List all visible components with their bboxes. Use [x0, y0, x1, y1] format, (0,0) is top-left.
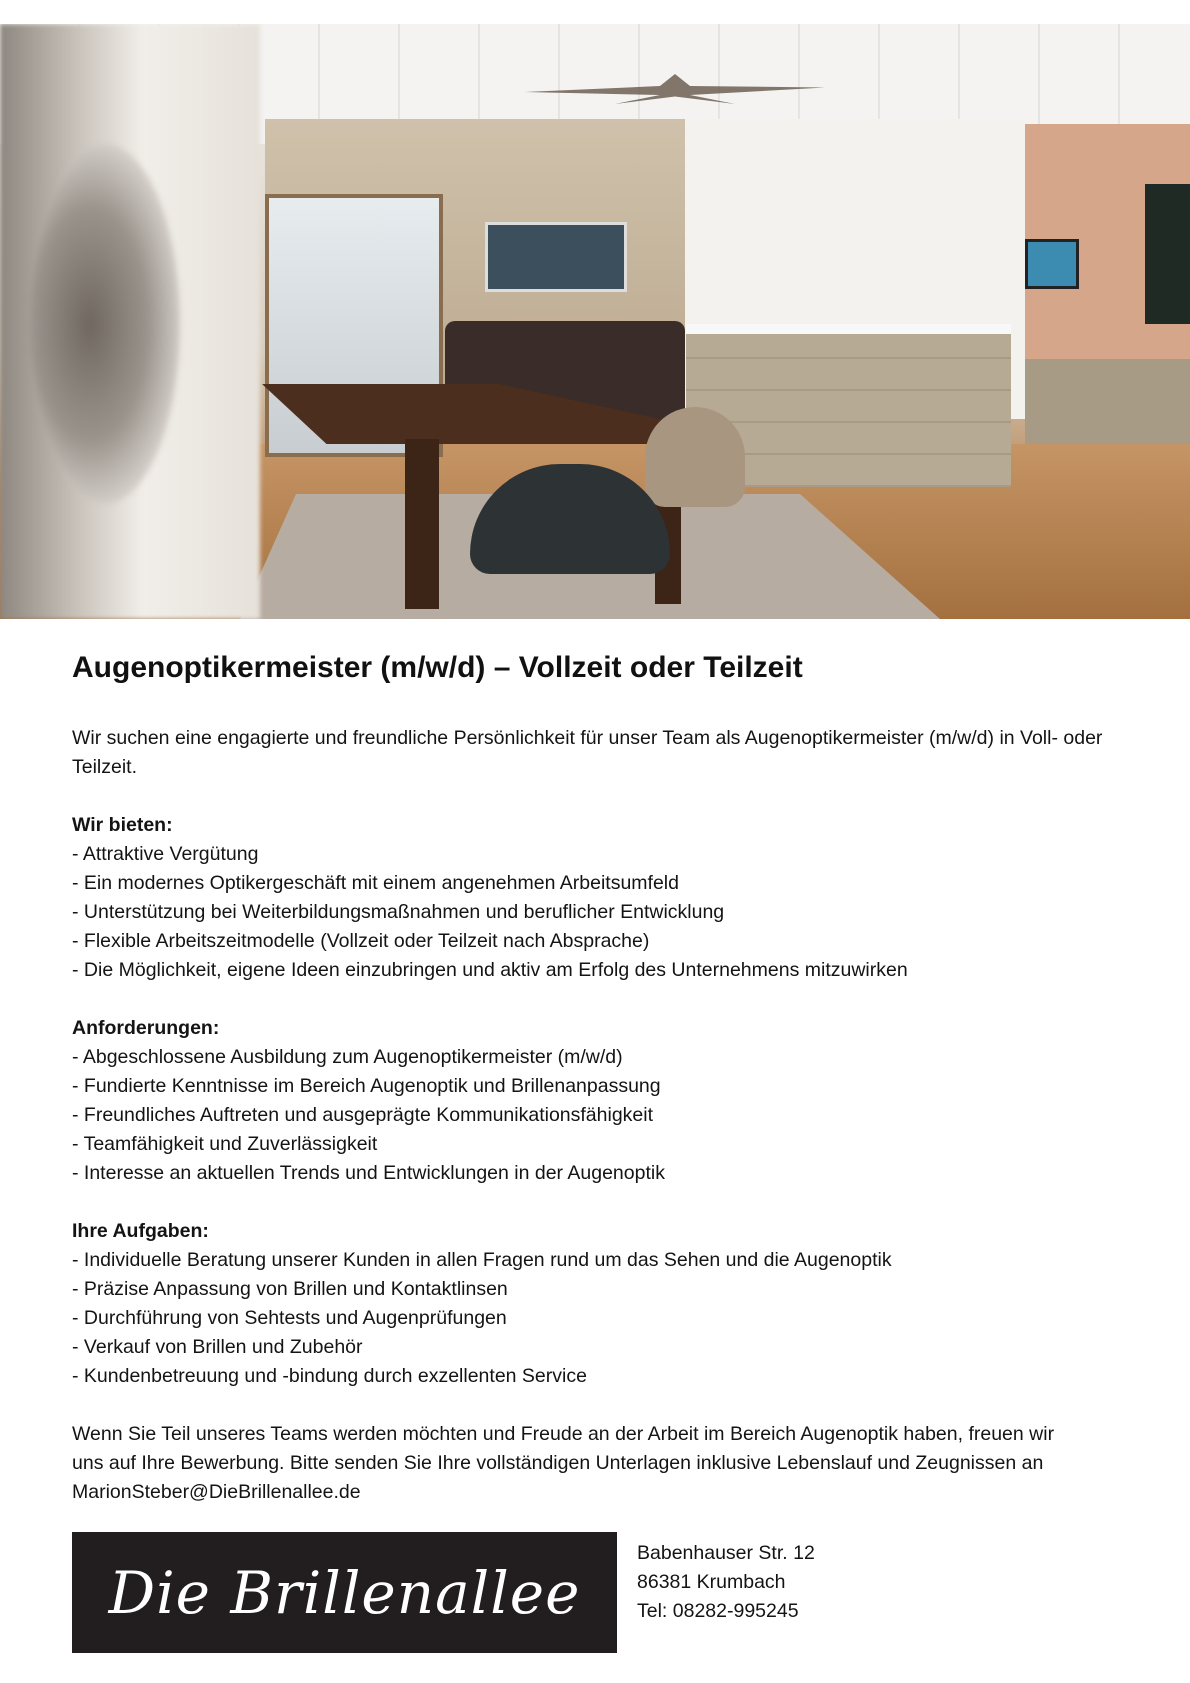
poster [1145, 184, 1190, 324]
counter-top [686, 324, 1011, 334]
logo-text: Die Brillenallee [108, 1558, 581, 1627]
job-title: Augenoptikermeister (m/w/d) – Vollzeit oder Teilzeit [72, 651, 803, 684]
list-item: - Kundenbetreuung und -bindung durch exzellenten Service [72, 1362, 1118, 1391]
chair [645, 407, 745, 507]
list-item: - Flexible Arbeitszeitmodelle (Vollzeit oder Teilzeit nach Absprache) [72, 927, 1118, 956]
foreground-ring [30, 144, 180, 504]
street: Babenhauser Str. 12 [637, 1542, 815, 1564]
brand-logo [72, 1532, 617, 1653]
list-item: - Verkauf von Brillen und Zubehör [72, 1333, 1118, 1362]
tasks-list [72, 1246, 1118, 1391]
address-block [637, 1539, 815, 1626]
city: 86381 Krumbach [637, 1571, 786, 1593]
list-item: - Ein modernes Optikergeschäft mit einem angenehmen Arbeitsumfeld [72, 869, 1118, 898]
wall-tv [485, 222, 627, 292]
list-item: - Individuelle Beratung unserer Kunden in allen Fragen rund um das Sehen und die Augenoptik [72, 1246, 1118, 1275]
list-item: - Teamfähigkeit und Zuverlässigkeit [72, 1130, 1118, 1159]
list-item: - Unterstützung bei Weiterbildungsmaßnahmen und beruflicher Entwicklung [72, 898, 1118, 927]
list-item: - Abgeschlossene Ausbildung zum Augenoptikermeister (m/w/d) [72, 1043, 1118, 1072]
requirements-list [72, 1043, 1118, 1188]
phone[interactable]: Tel: 08282-995245 [637, 1600, 799, 1622]
contact-email[interactable]: MarionSteber@DieBrillenallee.de [72, 1481, 361, 1503]
side-cabinet [1025, 359, 1190, 444]
list-item: - Interesse an aktuellen Trends und Entwicklungen in der Augenoptik [72, 1159, 1118, 1188]
requirements-heading: Anforderungen: [72, 1017, 220, 1039]
list-item: - Fundierte Kenntnisse im Bereich Augenoptik und Brillenanpassung [72, 1072, 1118, 1101]
tasks-heading: Ihre Aufgaben: [72, 1220, 209, 1242]
list-item: - Durchführung von Sehtests und Augenprüfungen [72, 1304, 1118, 1333]
list-item: - Freundliches Auftreten und ausgeprägte Kommunikationsfähigkeit [72, 1101, 1118, 1130]
intro-text: Wir suchen eine engagierte und freundliche Persönlichkeit für unser Team als Augenoptikermeister (m/w/d) in Voll- oder Teilzeit. [72, 727, 1103, 778]
offer-heading: Wir bieten: [72, 814, 173, 836]
monitor [1025, 239, 1079, 289]
list-item: - Attraktive Vergütung [72, 840, 1118, 869]
table-leg [405, 439, 439, 609]
list-item: - Die Möglichkeit, eigene Ideen einzubringen und aktiv am Erfolg des Unternehmens mitzuwirken [72, 956, 1118, 985]
store-interior-photo [0, 24, 1190, 619]
job-description [72, 724, 1118, 1507]
offer-list [72, 840, 1118, 985]
closing-line: Wenn Sie Teil unseres Teams werden möchten und Freude an der Arbeit im Bereich Augenoptik haben, freuen wir [72, 1423, 1055, 1445]
list-item: - Präzise Anpassung von Brillen und Kontaktlinsen [72, 1275, 1118, 1304]
closing-line: uns auf Ihre Bewerbung. Bitte senden Sie Ihre vollständigen Unterlagen inklusive Lebenslauf und Zeugnissen an [72, 1452, 1044, 1474]
